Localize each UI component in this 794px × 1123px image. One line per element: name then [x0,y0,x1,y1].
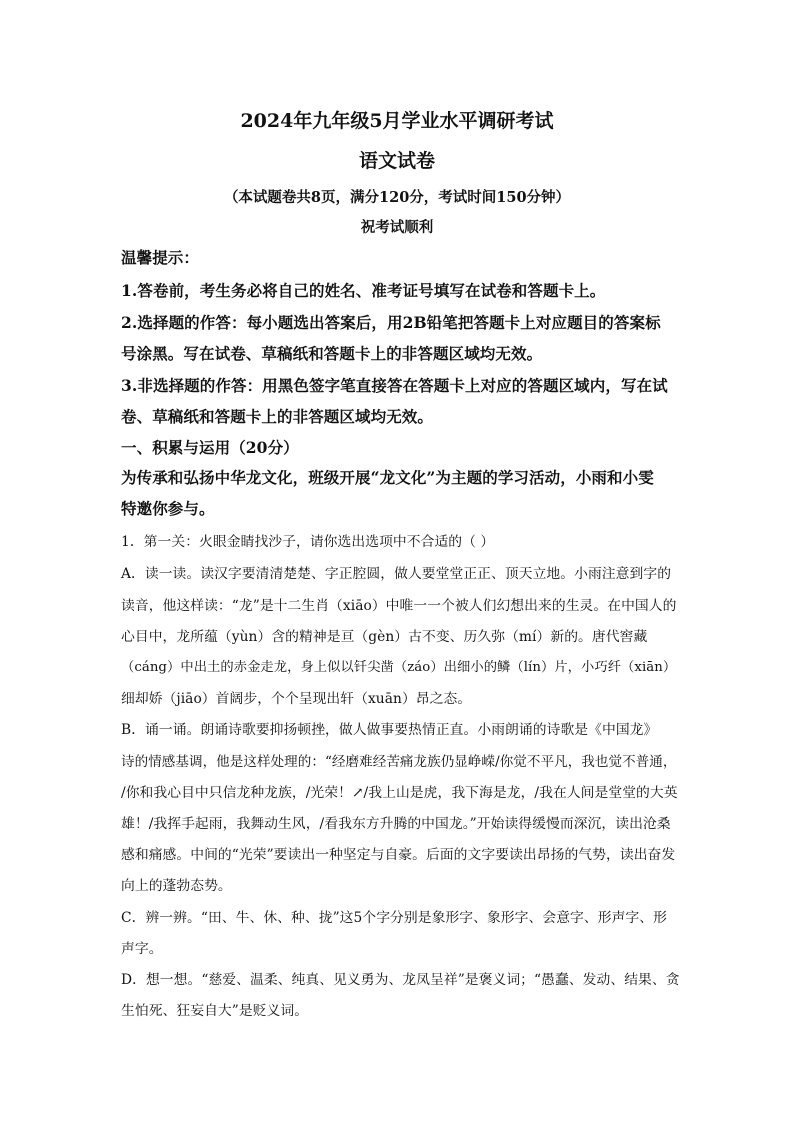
notice-item-1: 1.答卷前，考生务必将自己的姓名、准考证号填写在试卷和答题卡上。 [121,281,606,300]
question-1-stem: 1．第一关：火眼金睛找沙子，请你选出选项中不合适的（ ） [121,534,495,550]
notice-heading: 温馨提示： [121,248,200,267]
notice-item-3-line-1: 3.非选择题的作答：用黑色签字笔直接答在答题卡上对应的答题区域内，写在试 [121,376,668,395]
option-d-line-1: D．想一想。“慈爱、温柔、纯真、见义勇为、龙凤呈祥”是褒义词；“愚蠢、发动、结果、贪 [121,972,680,988]
exam-info: （本试题卷共8页，满分120分，考试时间150分钟） [223,189,571,206]
exam-title: 2024年九年级5月学业水平调研考试 [240,110,554,132]
option-a-line-4: （cáng）中出土的赤金走龙，身上似以钎尖凿（záo）出细小的鳞（lín）片，小巧纤（xiān） [121,660,677,675]
option-b-line-4: 雄！/我挥手起雨，我舞动生风，/看我东方升腾的中国龙。”开始读得缓慢而深沉，读出沧桑 [121,816,671,832]
subject-title: 语文试卷 [358,150,435,172]
option-b-line-6: 向上的蓬勃态势。 [121,878,232,894]
option-b-line-3: /你和我心目中只信龙种龙族，/光荣！↗/我上山是虎，我下海是龙，/我在人间是堂堂的大英 [121,785,678,801]
section-intro-line-1: 为传承和弘扬中华龙文化，班级开展“龙文化”为主题的学习活动，小雨和小雯 [121,468,654,487]
option-d-line-2: 生怕死、狂妄自大”是贬义词。 [121,1003,309,1019]
option-c-line-2: 声字。 [121,941,163,957]
section-heading: 一、积累与运用（20分） [121,438,299,457]
option-a-line-2: 读音，他这样读：“龙”是十二生肖（xiāo）中唯一一个被人们幻想出来的生灵。在中国人的 [121,598,677,614]
option-a-line-3: 心目中，龙所蕴（yùn）含的精神是亘（gèn）古不变、历久弥（mí）新的。唐代窖藏 [121,629,648,645]
option-a-line-1: A．读一读。读汉字要清清楚楚、字正腔圆，做人要堂堂正正、顶天立地。小雨注意到字的 [121,566,672,582]
section-intro-line-2: 特邀你参与。 [121,499,215,518]
notice-item-3-line-2: 卷、草稿纸和答题卡上的非答题区域均无效。 [121,407,434,426]
option-b-line-1: B．诵一诵。朗诵诗歌要抑扬顿挫，做人做事要热情正直。小雨朗诵的诗歌是《中国龙》 [121,722,658,738]
option-b-line-5: 感和痛感。中间的“光荣”要读出一种坚定与自豪。后面的文字要读出昂扬的气势，读出奋发 [121,847,676,863]
notice-item-2-line-1: 2.选择题的作答：每小题选出答案后，用2B铅笔把答题卡上对应题目的答案标 [121,313,661,332]
option-a-line-5: 细却娇（jiāo）首阔步，个个呈现出轩（xuān）昂之态。 [121,691,472,707]
notice-item-2-line-2: 号涂黑。写在试卷、草稿纸和答题卡上的非答题区域均无效。 [121,344,543,363]
good-luck-text: 祝考试顺利 [360,219,434,236]
option-b-line-2: 诗的情感基调，他是这样处理的：“经磨难经苦痛龙族仍显峥嵘/你觉不平凡，我也觉不普通， [121,754,677,770]
option-c-line-1: C．辨一辨。“田、牛、休、种、拢”这5个字分别是象形字、象形字、会意字、形声字、形 [121,910,667,926]
